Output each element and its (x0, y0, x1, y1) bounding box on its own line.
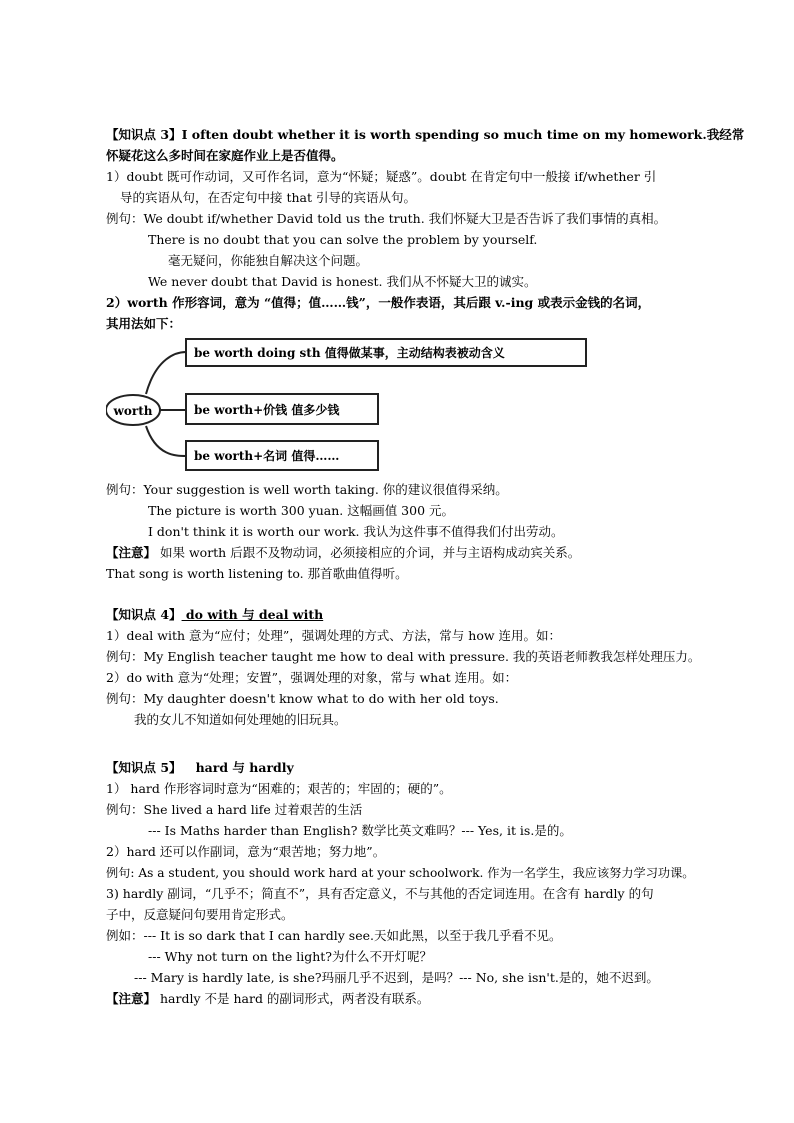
k5-line-5: 例句: As a student, you should work hard at your schoolwork. 作为一名学生，我应该努力学习功课。 (106, 866, 695, 880)
k3-heading-en: I often doubt whether it is worth spending so much time on my homework. (181, 127, 707, 142)
k3-example-1: 例句：We doubt if/whether David told us the truth. 我们怀疑大卫是否告诉了我们事情的真相。 (106, 211, 667, 226)
k3-heading-line2: 怀疑花这么多时间在家庭作业上是否值得。 (106, 148, 344, 163)
k5-line-4: 2）hard 还可以作副词，意为“艰苦地；努力地”。 (106, 844, 386, 859)
k4-heading (106, 605, 323, 625)
k4-heading-tag: 【知识点 4】 (106, 607, 182, 622)
k5-note (106, 989, 429, 1009)
k3-heading-cn: 我经常 (706, 127, 745, 142)
branch-label-2: be worth+价钱 值多少钱 (194, 403, 340, 417)
branch-label-3: be worth+名词 值得…… (194, 449, 340, 463)
worth-usage-diagram (106, 338, 591, 472)
k3-note (106, 543, 580, 563)
k3-example-7: That song is worth listening to. 那首歌曲值得听。 (106, 566, 408, 581)
k5-note-text: hardly 不是 hard 的副词形式，两者没有联系。 (156, 991, 430, 1006)
k3-example-2-en: There is no doubt that you can solve the problem by yourself. (148, 232, 538, 247)
k5-heading (106, 758, 294, 778)
k5-heading-title: hard 与 hardly (195, 760, 294, 775)
k3-note-tag: 【注意】 (106, 545, 157, 560)
k3-example-2-cn: 毫无疑问，你能独自解决这个问题。 (168, 253, 369, 268)
k4-line-2: 例句：My English teacher taught me how to deal with pressure. 我的英语老师教我怎样处理压力。 (106, 649, 701, 664)
k5-line-8: 例如：--- It is so dark that I can hardly see.天如此黑，以至于我几乎看不见。 (106, 928, 562, 943)
k3-example-5: The picture is worth 300 yuan. 这幅画值 300 元。 (148, 503, 455, 518)
k3-example-4: 例句：Your suggestion is well worth taking. 你的建议很值得采纳。 (106, 482, 508, 497)
k4-line-3: 2）do with 意为“处理；安置”，强调处理的对象，常与 what 连用。如： (106, 670, 518, 685)
k4-line-1: 1）deal with 意为“应付；处理”，强调处理的方式、方法，常与 how 连用。如： (106, 628, 562, 643)
branch-connector-3 (146, 426, 186, 456)
k5-heading-tag: 【知识点 5】 (106, 760, 182, 775)
k5-line-2: 例句：She lived a hard life 过着艰苦的生活 (106, 802, 363, 817)
k4-heading-title: do with 与 deal with (181, 607, 324, 622)
k5-line-3: --- Is Maths harder than English? 数学比英文难吗？--- Yes, it is.是的。 (148, 823, 572, 838)
k5-line-10: --- Mary is hardly late, is she?玛丽几乎不迟到，是吗？--- No, she isn't.是的，她不迟到。 (134, 970, 659, 985)
branch-label-1: be worth doing sth 值得做某事，主动结构表被动含义 (194, 346, 505, 360)
k3-example-3: We never doubt that David is honest. 我们从不怀疑大卫的诚实。 (148, 274, 537, 289)
k3-heading-tag: 【知识点 3】 (106, 127, 182, 142)
k4-line-5: 我的女儿不知道如何处理她的旧玩具。 (134, 712, 347, 727)
k3-heading-line1 (106, 125, 744, 145)
k5-line-7: 子中，反意疑问句要用肯定形式。 (106, 907, 294, 922)
k5-line-1: 1） hard 作形容词时意为“困难的；艰苦的；牢固的；硬的”。 (106, 781, 452, 796)
k5-line-6: 3) hardly 副词，“几乎不；简直不”，具有否定意义，不与其他的否定词连用。在含有 hardly 的句 (106, 886, 654, 901)
k3-p2-line1: 2）worth 作形容词，意为 “值得；值……钱”，一般作表语，其后跟 v.-ing 或表示金钱的名词， (106, 295, 651, 310)
root-label: worth (113, 404, 153, 418)
k5-note-tag: 【注意】 (106, 991, 157, 1006)
branch-connector-1 (146, 352, 186, 394)
k3-example-6: I don't think it is worth our work. 我认为这件事不值得我们付出劳动。 (148, 524, 564, 539)
k4-line-4: 例句：My daughter doesn't know what to do with her old toys. (106, 691, 499, 706)
k3-note-text: 如果 worth 后跟不及物动词，必须接相应的介词，并与主语构成动宾关系。 (156, 545, 581, 560)
k3-p1-line1: 1）doubt 既可作动词，又可作名词，意为“怀疑；疑惑”。doubt 在肯定句中一般接 if/whether 引 (106, 169, 657, 184)
k5-line-9: --- Why not turn on the light?为什么不开灯呢？ (148, 949, 432, 964)
k3-p2-line2: 其用法如下： (106, 316, 182, 331)
k3-p1-line2: 导的宾语从句，在否定句中接 that 引导的宾语从句。 (120, 190, 416, 205)
